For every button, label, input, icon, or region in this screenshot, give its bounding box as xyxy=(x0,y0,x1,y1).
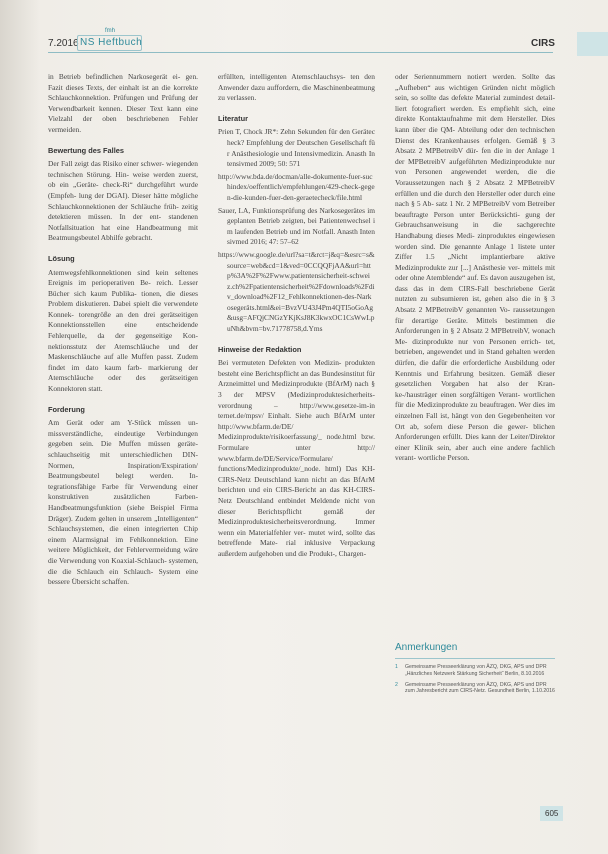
hinweise-text xyxy=(218,358,375,559)
text-line: erforderliche Ausbildung oder Kenntnis xyxy=(395,358,555,378)
text-line: www.bfarm.de/DE/Service/Formulare/ xyxy=(218,453,333,463)
text-line: gehalten werden dürfen, die dafür die xyxy=(395,347,556,368)
text-line: Dabei spielt die verwendete Konnek- xyxy=(48,299,198,319)
text-line: Bei vermuteten Defekten von Medizin- xyxy=(218,358,346,368)
notes-section xyxy=(395,642,555,699)
text-line: Abhilfe gebracht. xyxy=(100,233,153,243)
text-line: lung der DGAI). Dieser hätte mögliche xyxy=(78,190,199,200)
header-rule xyxy=(48,52,553,53)
text-line: ten den Anwender dazu auffordern, die xyxy=(218,72,375,92)
column-2 xyxy=(218,72,375,562)
text-line: Handbeatmungsfunktion (siehe Beispiel xyxy=(48,502,181,512)
text-line: aufgeführten Medizinprodukte nur von xyxy=(395,156,555,177)
text-line: gerätseitigen Konnektoren statt. xyxy=(48,373,198,394)
text-line: in § 2 Absatz 2 MPBetreibV, wonach Me- xyxy=(395,326,556,346)
text-line: Medizinprodukte/risikoerfassung/_ xyxy=(218,432,327,442)
note-text: Gemeinsame Presseerklärung von ÄZQ, DKG, APS und DPR zum Jahresbericht zum CIRS-Netz. Gesundheit Berlin, 1.10.2016 xyxy=(405,681,555,695)
notes-list xyxy=(395,664,555,695)
text-line: und Erfahrung besitzen. Gemäß dieser xyxy=(427,368,555,378)
text-line: tet, betrieben, angewendet und in Stand xyxy=(395,336,555,357)
text-line: blichen Anforderungen erfüllt. Dies kann xyxy=(395,421,555,442)
section-title: CIRS xyxy=(531,38,555,49)
hinweise-heading: Hinweise der Redaktion xyxy=(218,344,302,354)
text-line: Atemwegsfehlkonnektionen sind kein xyxy=(48,267,175,277)
text-line: aber auch eine andere fachlich verant- xyxy=(395,442,555,463)
text-line: missverständliche, eindeutige Verbindungen xyxy=(48,428,198,438)
text-line: Die genannte Anlage 1 listete unter xyxy=(439,241,555,251)
text-line: Voraussetzungen nach § 2 Absatz 2 xyxy=(395,177,518,187)
section-tab xyxy=(577,32,608,56)
text-line: Am Gerät oder am Y-Stück müssen un- xyxy=(48,418,198,428)
notes-heading: Anmerkungen xyxy=(395,642,458,653)
text-line: die Verwendung von Koaxial-Schlauch- xyxy=(48,555,169,565)
col1-intro xyxy=(48,72,198,136)
text-line: weise werden zuerst, ob ein „Geräte- xyxy=(48,169,198,190)
text-line: Gemäß § 3 Absatz 2 MPBetreibV dür- xyxy=(395,135,556,156)
text-line: zu subsumieren ist, gehen also die in xyxy=(420,294,544,304)
text-line: MPBetreibV erfüllen und die durch den xyxy=(395,177,555,198)
reference-item: https://www.google.de/url?sa=t&rct=j&q=&esrc=s&source=web&cd=1&ved=0CCQQFjAA&url=http%3A%2F%2Fwww.patientensicherheit-schweiz.ch%2Fpatientensicherheit%2Fdownloads%2Fdiv_download%2F12_Fehlkonnektionen-des-Narkosegeräts.html&ei=BvzVU43J4Pm4QTI5oGoAg&usg=AFQjCNGzYKjKsJ8K3kwxOC1CsWwLpuNh&bvm=bv.71778758,d.Yms xyxy=(218,249,375,334)
col1-sections xyxy=(48,146,198,588)
section-body xyxy=(48,159,198,244)
reference-item: Sauer, LA, Funktionsprüfung des Narkosegerätes im geplanten Betrieb zeigten, bei Patientenwechsel im laufenden Betrieb und im Notfall. Anasth Intensivmed 2016; 47: 57–62 xyxy=(218,205,375,247)
text-line: liert fotografiert werden. Es empfiehlt xyxy=(395,103,525,113)
text-line: das defekte Material zumindest detail- xyxy=(438,93,555,103)
text-line: der MPSV (Medizinproduktesicherheits- xyxy=(233,390,375,400)
text-line: sachgerechte Handhabung dieses Medi- xyxy=(395,220,555,240)
text-line: gegeben sein. Die Muffen müssen geräte- xyxy=(48,439,198,449)
text-line: dizinprodukte nur von Personen errich- xyxy=(412,336,546,346)
note-number: 2 xyxy=(395,681,398,688)
text-line: html) xyxy=(325,464,346,474)
text-line: einer konstruktiven zusätzlichen Farben- xyxy=(48,481,198,502)
text-line: systemen, die die Schlauch ein Schlauch- xyxy=(48,555,198,576)
text-line: ist, hängt von den Gegebenheiten vor xyxy=(440,411,555,420)
text-line: Ort ab, sofern diese Person die gewer- xyxy=(395,421,534,431)
text-line: Ziffer 1.5 „Nicht implantierbare aktive xyxy=(395,252,555,262)
text-line: System eine bessere Übersicht schaffen. xyxy=(48,566,199,587)
text-line: mutet wird, sollte das betreffende Mate- xyxy=(218,527,375,548)
text-line: Firma Dräger). Zudem gelten in unserem xyxy=(48,502,198,523)
column-1 xyxy=(48,72,198,590)
text-line: an das Bundesinstitut für Arzneimittel xyxy=(218,368,375,389)
text-line: gen. Fazit dieses Texts, der einhalt ist xyxy=(48,72,198,92)
reference-item: http://www.bda.de/docman/alle-dokumente-fuer-suchindex/oeffentlich/empfehlungen/429-check-gegen-die-kunden-fuer-den-geraetecheck/file.html xyxy=(218,171,375,202)
text-line: reich. Lesser Bücher sich kaum Publika- xyxy=(48,278,198,298)
text-line: und Medizinprodukte (BfArM) nach § 3 xyxy=(218,379,375,400)
text-line: oder Seriennummern notiert werden. xyxy=(395,72,522,81)
text-line: fen die in der Anlage 1 der MPBetreibV xyxy=(395,146,555,166)
text-line: gesetzlichen Vorgaben hat also der Kran- xyxy=(395,379,555,389)
text-line: erfüllten, intelligenten Atemschlauchsys- xyxy=(218,72,351,81)
text-line: dem Hersteller. Dies kann über die QM- xyxy=(395,114,555,134)
col3-text xyxy=(395,72,555,464)
text-line: ternet.de/mpsv/ Einhalt. Siehe auch xyxy=(218,411,334,421)
issue-date: 7.2016 xyxy=(48,38,79,49)
text-line: standenen Notfallsituation hat eine xyxy=(48,212,198,232)
text-line: seltenes Ereignis im perioperativen Be- xyxy=(48,267,198,288)
text-line: Der Fall zeigt das Risiko einer schwer- xyxy=(48,159,166,169)
text-line: DIN-Normen, Inspiration/Exspiration/ xyxy=(48,450,198,470)
note-text: Gemeinsame Presseerklärung von ÄZQ, DKG, APS und DPR „Hänzliches Netzwerk Stärkung Sicherheit“ Berlin, 8.10.2016 xyxy=(405,664,547,677)
text-line: Das KH-CIRS-Netz Deutschland xyxy=(218,464,375,484)
text-line: schlauchseitig mit unterschiedlichen xyxy=(48,450,183,459)
text-line: Personen angewendet werden, die die xyxy=(415,167,555,177)
text-line: davon auszugehen ist, dass das in dem xyxy=(395,273,556,293)
text-line: wiegenden technischen Störung. Hin- xyxy=(48,159,198,179)
text-line: verordnung – http://www.gesetze-im-in xyxy=(218,400,375,410)
text-line: Sollte das „Aufheben“ aus wichtigen xyxy=(395,72,555,92)
column-3 xyxy=(395,72,555,466)
text-line: nektionsstutz der Atemschläuche und xyxy=(48,341,189,351)
note-number: 1 xyxy=(395,664,398,670)
page-header xyxy=(0,28,608,58)
text-line: § 3 Absatz 2 MPBetreibV genannten Vo- xyxy=(395,294,555,315)
text-line: mittels mit oder ohne Atemblende“ auf. Es xyxy=(395,262,556,283)
section-heading: Bewertung des Falles xyxy=(48,145,124,155)
text-line: ke-/hausträger einen sorgfältigen Verant- xyxy=(395,389,524,399)
text-line: Immer wenn ein Materialfehler ver- xyxy=(218,517,375,537)
text-line: kann nicht an das BfArM berichten und xyxy=(218,474,375,495)
text-line: beauftragte Person unter Berücksichti- xyxy=(395,209,526,219)
text-line: Handbeatmung mit Beatmungsbeutel xyxy=(48,222,198,243)
text-line: functions/Medizinprodukte/_node. xyxy=(218,464,326,474)
section-heading: Forderung xyxy=(48,404,85,414)
text-line: an die korrekte Schlauchkonnektion. xyxy=(48,82,199,103)
text-line: Mittels bestimmen die Anforderungen xyxy=(395,315,555,336)
text-line: tegrationsfähige Farbe für Verwendung xyxy=(48,481,184,491)
text-line: Möglichkeit, der Fehlervermeidung wäre xyxy=(72,545,199,555)
text-line: der Maskenschläuche auf alle Muffen xyxy=(48,341,198,362)
text-line: raussetzungen für derartige Geräte. xyxy=(395,305,555,325)
reference-list xyxy=(218,127,375,334)
text-line: Deutschland entbindet Meldende nicht xyxy=(236,495,364,505)
text-line: Medizinprodukte zur [...] Anästhesie ver- xyxy=(395,262,523,272)
text-line: „Intelligenten“ Schlauchsystemen, die xyxy=(48,513,198,534)
text-line: Gründen nicht möglich sein, so sollte xyxy=(395,82,555,103)
literatur-heading: Literatur xyxy=(218,113,248,123)
text-line: satz 1 Nr. 2 MPBetreibV vom Betreiber xyxy=(435,199,555,209)
text-line: wortliche Person. xyxy=(417,453,470,463)
binding-shadow xyxy=(0,0,40,854)
section-heading: Lösung xyxy=(48,253,75,263)
page-number: 605 xyxy=(540,806,563,821)
text-line: wortlichen für die Medizinprodukte zu xyxy=(395,389,555,410)
text-line: zeitig detektieren müssen. In der ent- xyxy=(48,201,198,222)
text-line: ein CIRS-Bericht an das KH-CIRS-Netz xyxy=(218,485,376,505)
text-line: sich, eine direkte Kontaktaufnahme mit xyxy=(395,103,555,124)
text-line: in Betrieb befindlichen Narkosegerät ei- xyxy=(48,72,186,81)
text-line: Medizinproduktesicherheitsverordnung. xyxy=(218,517,356,527)
section-body xyxy=(48,268,198,395)
text-line: Schlauchkonnektionen der Schläuche früh- xyxy=(48,201,182,211)
text-line: der oben beschriebenen Fehler vermeiden. xyxy=(48,114,198,134)
text-line: tionen, die dieses Problem diskutieren. xyxy=(48,288,198,309)
text-line: Abteilung oder den technischen Dienst xyxy=(395,124,555,145)
text-line: zinproduktes eingewiesen worden sind. xyxy=(395,230,555,251)
text-line: beauftragen. Wer dies im einzelnen Fall xyxy=(395,400,556,420)
text-line: passt. Zudem findet im dato kaum farb- xyxy=(48,352,198,372)
text-line: einen integrierten Chip einem Alarmsignal xyxy=(48,524,198,544)
text-line: Maschinenbeatmung zu verlassen. xyxy=(218,82,375,103)
notes-rule xyxy=(395,658,555,659)
text-line: rial inklusive Verpackung außerdem xyxy=(218,538,375,558)
text-line: BfArM unter http://www.bfarm.de/DE/ xyxy=(218,411,375,431)
text-line: Fehlerquelle, da der gegenseitige Kon- xyxy=(48,331,198,341)
text-line: des Krankenhauses erfolgen. xyxy=(419,135,517,145)
text-line: torengröße an den drei gerätseitigen xyxy=(78,309,198,319)
text-line: markierung der Atemschläuche oder des xyxy=(48,362,198,383)
text-line: node.html bzw. Formulare unter http:// xyxy=(218,432,375,452)
text-line: der Leiter/Direktor einer Klinik sein, xyxy=(395,432,555,452)
text-line: Hersteller oder durch eine nach § 5 Ab- xyxy=(395,188,555,209)
text-line: check-Ri“ durchgeführt wurde (Empfeh- xyxy=(48,180,198,200)
note-item xyxy=(395,664,555,678)
text-line: Konnektionsstellen eine entscheidende xyxy=(48,320,198,330)
text-line: aufgehoben und die Produkt-, Chargen- xyxy=(248,548,367,558)
text-line: kennen. Dieser Text kann eine Vielzahl xyxy=(48,103,199,124)
section-body xyxy=(48,418,198,588)
reference-item: Prien T, Chock JR*: Zehn Sekunden für den Gerätecheck? Empfehlung der Deutschen Gesellschaft für Anästhesiologie und Intensivmedizin. Anasth Intensivmed 2009; 50: 571 xyxy=(218,127,375,169)
text-line: Prüfungen und Prüfung der Verwendbarkeit xyxy=(48,93,199,113)
magazine-logo-mark: fmh xyxy=(105,28,116,34)
text-line: Beatmungsbeutel belegt werden. In- xyxy=(48,471,198,481)
col2-intro xyxy=(218,72,375,104)
text-line: von dieser Berichtspflicht gemäß der xyxy=(218,495,375,516)
text-line: im Fehlkonnektion. Eine weitere xyxy=(48,534,198,555)
text-line: gung der Gebrauchsanweisung in die xyxy=(395,209,555,230)
note-item xyxy=(395,682,555,696)
magazine-name: NS Heftbuch xyxy=(80,37,143,48)
text-line: CIRS-Fall beschriebene Gerät nutzten xyxy=(395,283,555,304)
text-line: produkten besteht eine Berichtspflicht xyxy=(218,358,375,378)
